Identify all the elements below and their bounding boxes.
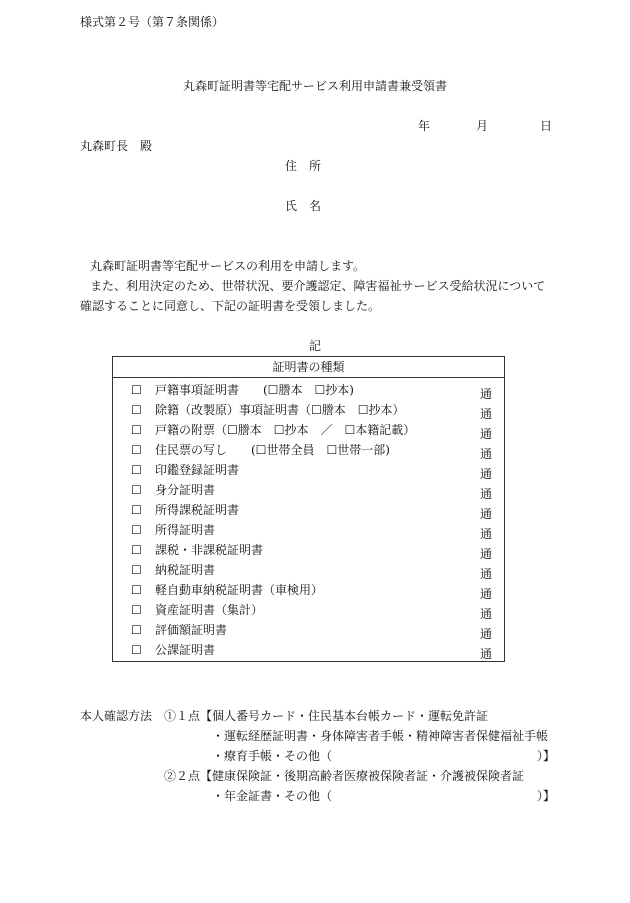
certificate-row <box>113 380 504 400</box>
certificate-row <box>113 620 504 640</box>
checkbox-icon[interactable]: ☐ <box>131 503 142 517</box>
form-number: 様式第２号（第７条関係） <box>80 15 225 29</box>
identity-line-5: ・年金証書・その他（ <box>212 789 333 803</box>
checkbox-icon[interactable]: ☐ <box>131 563 142 577</box>
certificate-name: 身分証明書 <box>155 483 216 497</box>
date-year: 年 <box>418 119 431 133</box>
paragraph-2: また、利用決定のため、世帯状況、要介護認定、障害福祉サービス受給状況について <box>90 279 546 293</box>
certificate-row <box>113 460 504 480</box>
checkbox-icon[interactable]: ☐ <box>131 583 142 597</box>
identity-line-5-end: ）】 <box>537 789 556 803</box>
table-header: 証明書の種類 <box>113 357 504 378</box>
addressee: 丸森町長 殿 <box>80 139 153 153</box>
certificate-row <box>113 640 504 660</box>
certificate-name: 印鑑登録証明書 <box>155 463 240 477</box>
count-unit: 通 <box>480 387 493 401</box>
certificate-name: 所得課税証明書 <box>155 503 240 517</box>
count-unit: 通 <box>480 447 493 461</box>
identity-line-3: ・療育手帳・その他（ <box>212 749 333 763</box>
identity-line-4: ②２点【健康保険証・後期高齢者医療被保険者証・介護被保険者証 <box>164 769 525 783</box>
document-title: 丸森町証明書等宅配サービス利用申請書兼受領書 <box>182 79 447 93</box>
paragraph-1: 丸森町証明書等宅配サービスの利用を申請します。 <box>90 259 366 273</box>
certificate-name: 資産証明書（集計） <box>155 603 264 617</box>
date-day: 日 <box>540 119 553 133</box>
certificate-name: 住民票の写し (☐世帯全員 ☐世帯一部) <box>155 443 390 457</box>
name-label: 氏 名 <box>285 199 322 213</box>
checkbox-icon[interactable]: ☐ <box>131 383 142 397</box>
certificate-table <box>112 356 505 662</box>
certificate-name: 軽自動車納税証明書（車検用） <box>155 583 324 597</box>
certificate-name: 所得証明書 <box>155 523 216 537</box>
certificate-name: 戸籍事項証明書 (☐謄本 ☐抄本) <box>155 383 354 397</box>
certificate-row <box>113 560 504 580</box>
count-unit: 通 <box>480 567 493 581</box>
count-unit: 通 <box>480 607 493 621</box>
count-unit: 通 <box>480 407 493 421</box>
address-label: 住 所 <box>285 159 322 173</box>
certificate-row <box>113 480 504 500</box>
certificate-name: 戸籍の附票（☐謄本 ☐抄本 ／ ☐本籍記載） <box>155 423 416 437</box>
certificate-row <box>113 420 504 440</box>
count-unit: 通 <box>480 587 493 601</box>
ki-heading: 記 <box>308 339 321 353</box>
identity-line-2: ・運転経歴証明書・身体障害者手帳・精神障害者保健福祉手帳 <box>212 729 549 743</box>
count-unit: 通 <box>480 487 493 501</box>
date-line <box>418 118 552 134</box>
checkbox-icon[interactable]: ☐ <box>131 443 142 457</box>
certificate-name: 公課証明書 <box>155 643 216 657</box>
count-unit: 通 <box>480 467 493 481</box>
count-unit: 通 <box>480 427 493 441</box>
certificate-row <box>113 500 504 520</box>
certificate-name: 評価額証明書 <box>155 623 228 637</box>
checkbox-icon[interactable]: ☐ <box>131 423 142 437</box>
count-unit: 通 <box>480 647 493 661</box>
certificate-row <box>113 580 504 600</box>
checkbox-icon[interactable]: ☐ <box>131 543 142 557</box>
certificate-row <box>113 440 504 460</box>
certificate-row <box>113 600 504 620</box>
certificate-row <box>113 520 504 540</box>
certificate-row <box>113 400 504 420</box>
paragraph-3: 確認することに同意し、下記の証明書を受領しました。 <box>80 299 381 313</box>
checkbox-icon[interactable]: ☐ <box>131 463 142 477</box>
checkbox-icon[interactable]: ☐ <box>131 643 142 657</box>
checkbox-icon[interactable]: ☐ <box>131 403 142 417</box>
count-unit: 通 <box>480 627 493 641</box>
certificate-name: 除籍（改製原）事項証明書（☐謄本 ☐抄本） <box>155 403 405 417</box>
identity-label: 本人確認方法 <box>80 709 153 723</box>
identity-line-1: ①１点【個人番号カード・住民基本台帳カード・運転免許証 <box>164 709 489 723</box>
date-month: 月 <box>476 119 489 133</box>
certificate-name: 納税証明書 <box>155 563 216 577</box>
checkbox-icon[interactable]: ☐ <box>131 603 142 617</box>
count-unit: 通 <box>480 547 493 561</box>
checkbox-icon[interactable]: ☐ <box>131 523 142 537</box>
certificate-name: 課税・非課税証明書 <box>155 543 264 557</box>
count-unit: 通 <box>480 527 493 541</box>
checkbox-icon[interactable]: ☐ <box>131 623 142 637</box>
checkbox-icon[interactable]: ☐ <box>131 483 142 497</box>
certificate-row <box>113 540 504 560</box>
identity-line-3-end: ）】 <box>537 749 556 763</box>
count-unit: 通 <box>480 507 493 521</box>
table-rows <box>113 378 504 660</box>
